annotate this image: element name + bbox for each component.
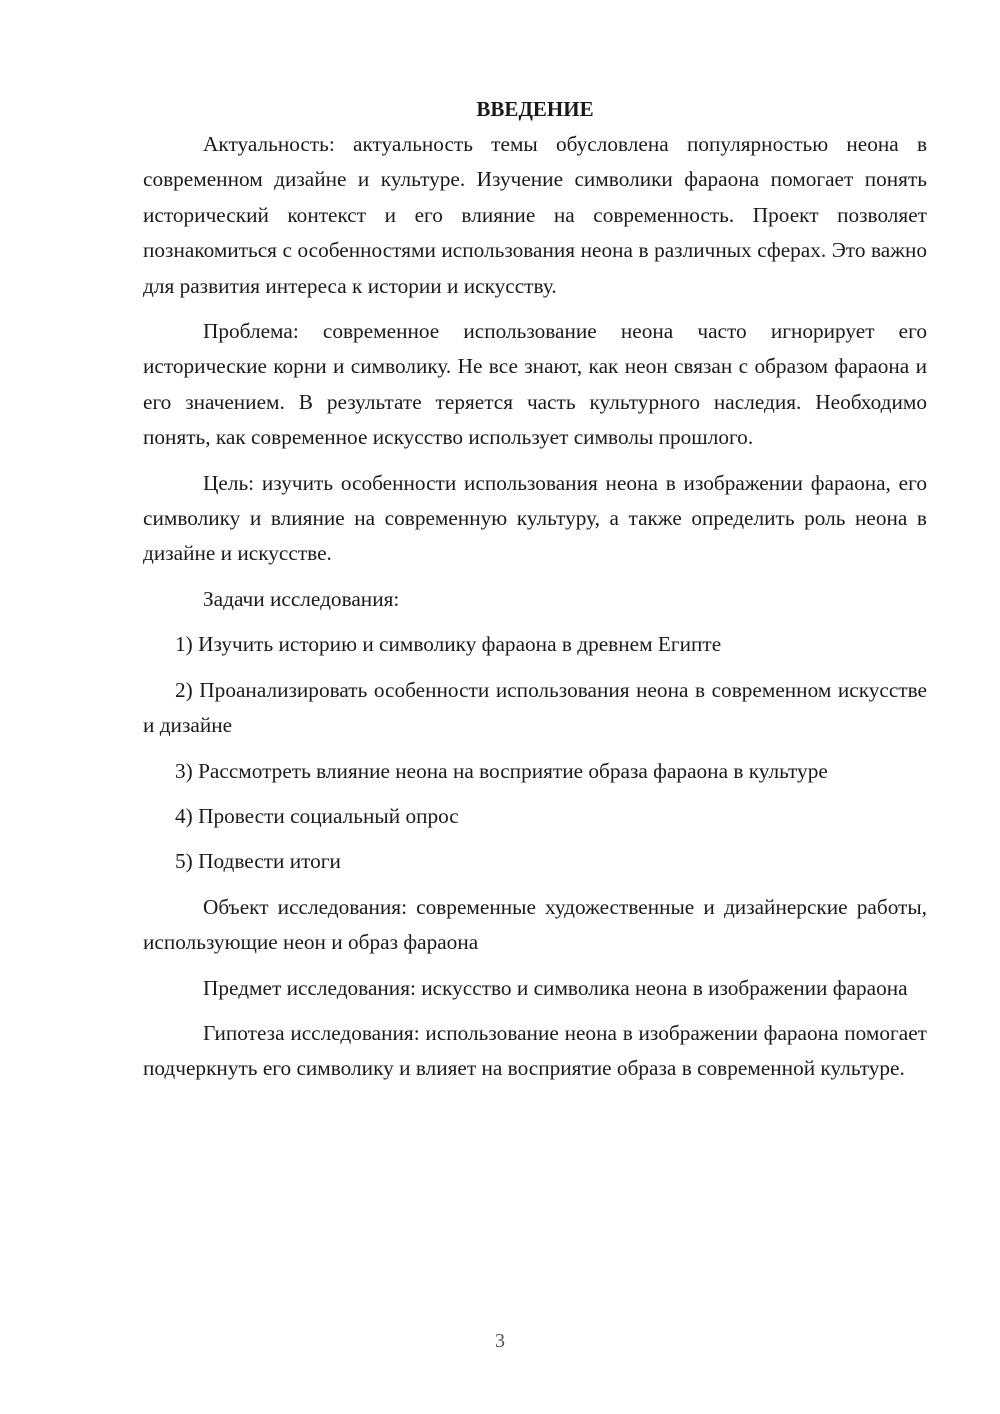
page-number: 3 bbox=[495, 1330, 505, 1352]
paragraph-subject: Предмет исследования: искусство и символика неона в изображении фараона bbox=[203, 975, 908, 1000]
paragraph-problem: Проблема: современное использование неона часто игнорирует его исторические корни и символику. Не все знают, как неон связан с образом фараона и его значением. В результате теряется часть культурного наследия. Необходимо понять, как современное искусство использует символы прошлого. bbox=[143, 319, 927, 450]
section-heading: ВВЕДЕНИЕ bbox=[476, 97, 594, 121]
paragraph-goal: Цель: изучить особенности использования неона в изображении фараона, его символику и влияние на современную культуру, а также определить роль неона в дизайне и искусстве. bbox=[143, 470, 927, 566]
paragraph-hypothesis: Гипотеза исследования: использование неона в изображении фараона помогает подчеркнуть его символику и влияет на восприятие образа в современной культуре. bbox=[143, 1020, 927, 1081]
paragraph-object: Объект исследования: современные художественные и дизайнерские работы, использующие неон и образ фараона bbox=[143, 894, 927, 955]
list-item-task-1: 1) Изучить историю и символику фараона в древнем Египте bbox=[175, 632, 722, 657]
list-item-task-3: 3) Рассмотреть влияние неона на восприятие образа фараона в культуре bbox=[175, 758, 828, 783]
list-item-task-4: 4) Провести социальный опрос bbox=[175, 803, 459, 828]
paragraph-relevance: Актуальность: актуальность темы обусловлена популярностью неона в современном дизайне и культуре. Изучение символики фараона помогает понять исторический контекст и его влияние на современность. Проект позволяет познакомиться с особенностями использования неона в различных сферах. Это важно для развития интереса к истории и искусству. bbox=[143, 132, 927, 298]
list-item-task-5: 5) Подвести итоги bbox=[175, 849, 341, 874]
paragraph-tasks-heading: Задачи исследования: bbox=[203, 586, 400, 611]
document-page bbox=[143, 92, 927, 1097]
list-item-task-2: 2) Проанализировать особенности использования неона в современном искусстве и дизайне bbox=[143, 677, 927, 738]
